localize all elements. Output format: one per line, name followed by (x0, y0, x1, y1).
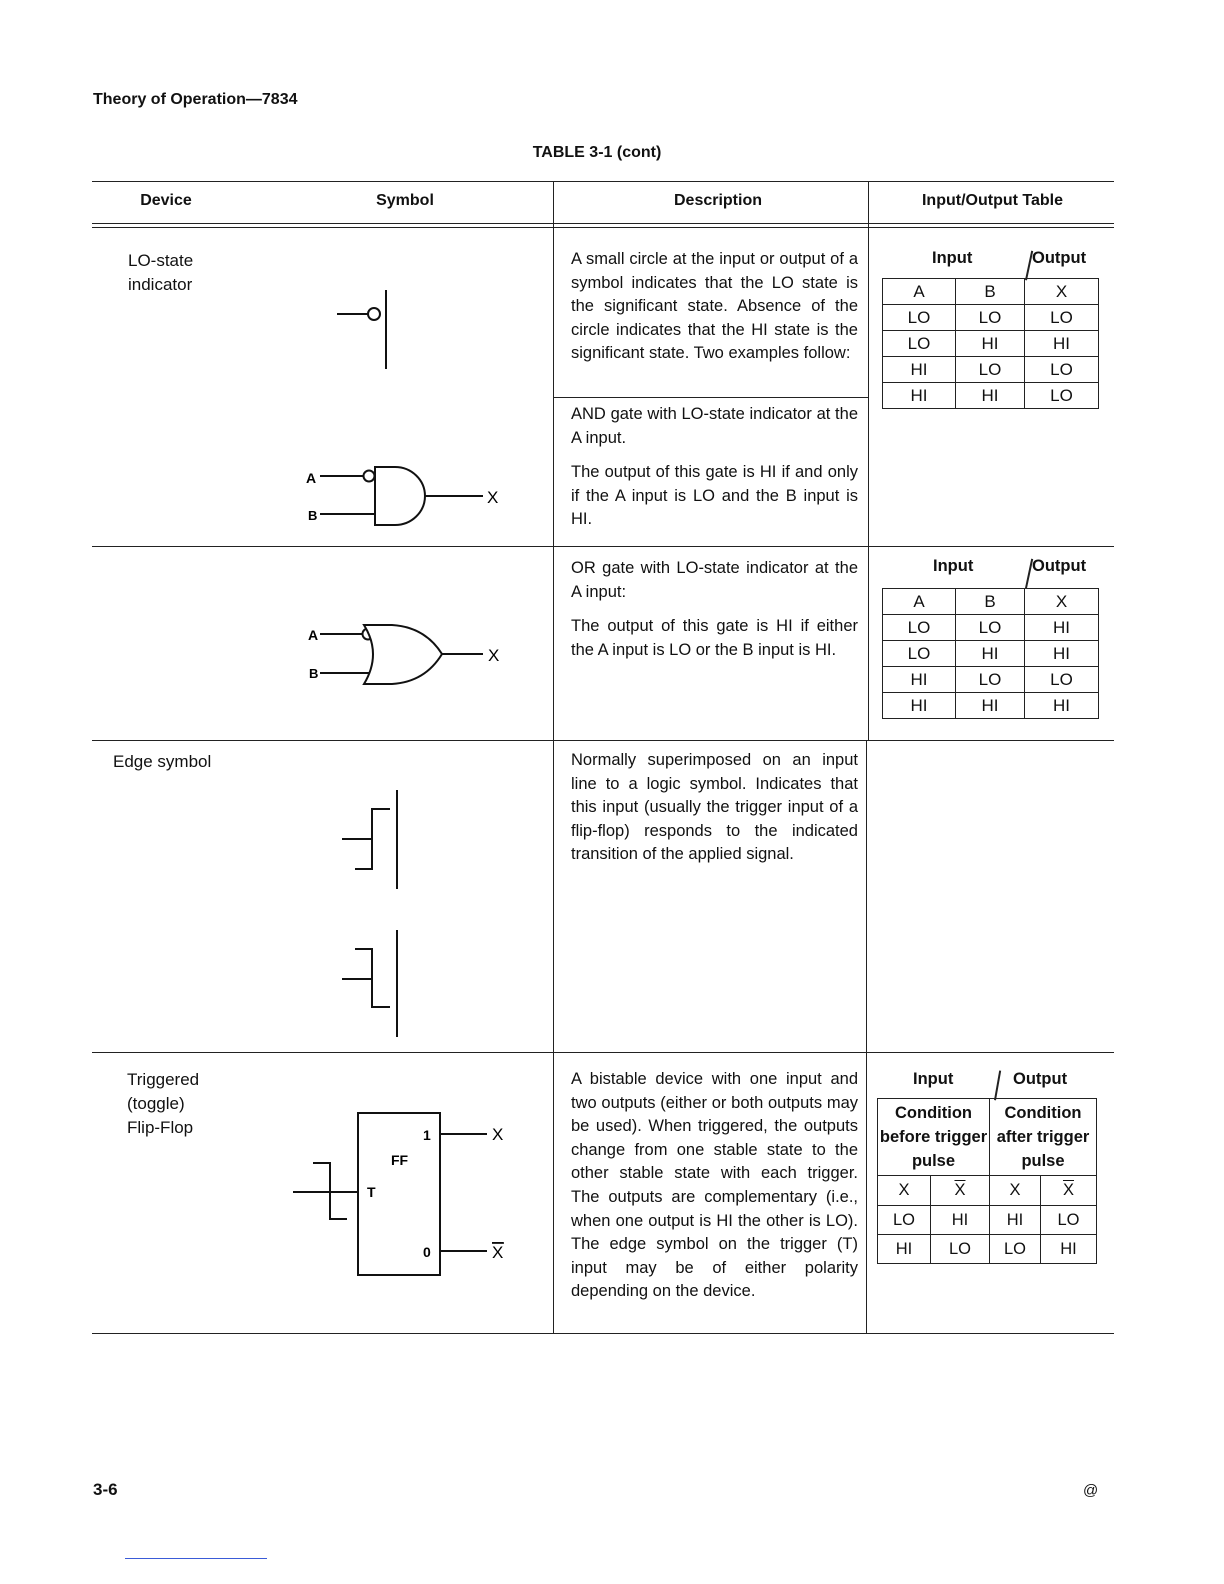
io-table-flip-flop (877, 1098, 1097, 1264)
or-gate-symbol-area (290, 600, 520, 700)
io-output-label: Output (1032, 249, 1087, 267)
description-and-gate (571, 403, 858, 532)
io-table-and (882, 278, 1099, 409)
device-line: Triggered (127, 1070, 200, 1089)
table-cell: HI (1025, 641, 1099, 667)
table-row (883, 357, 1099, 383)
table-title-text: TABLE 3-1 (cont) (532, 144, 662, 161)
table-row (883, 667, 1099, 693)
column-divider-left (553, 181, 554, 1333)
column-divider-right-a (868, 181, 869, 740)
table-cell: HI (1025, 331, 1099, 357)
table-cell: LO (883, 331, 956, 357)
description-flip-flop (571, 1068, 858, 1304)
device-line: (toggle) (127, 1094, 185, 1113)
header-rule-2 (92, 227, 1114, 228)
header-rule-1 (92, 223, 1114, 224)
table-cell: HI (1025, 615, 1099, 641)
table-cell: HI (883, 357, 956, 383)
and-gate-label-a: A (306, 470, 317, 486)
device-line: Flip-Flop (127, 1118, 194, 1137)
or-gate-label-b: B (309, 666, 319, 681)
description-paragraph: The output of this gate is HI if and only if the A input is LO and the B input is HI. (571, 463, 858, 529)
description-edge-symbol (571, 749, 858, 867)
table-row (878, 1176, 1097, 1206)
page-number: 3-6 (93, 1480, 118, 1499)
lo-state-symbols (290, 280, 520, 540)
table-cell: A (883, 589, 956, 615)
and-gate-symbol (320, 467, 483, 525)
device-line: indicator (128, 275, 193, 294)
column-header-device: Device (140, 192, 192, 209)
table-cell: B (956, 279, 1025, 305)
table-cell: LO (990, 1235, 1041, 1264)
table-cell: X (990, 1176, 1041, 1206)
table-cell: $\overline{X}$ (931, 1176, 990, 1206)
table-row (883, 641, 1099, 667)
flip-flop-symbol-area (285, 1105, 515, 1285)
rising-edge-symbol (342, 790, 397, 889)
and-gate-label-x: X (487, 488, 499, 507)
table-cell: LO (956, 615, 1025, 641)
io-table-or (882, 588, 1099, 719)
device-line: Edge symbol (113, 752, 212, 771)
table-cell: LO (1025, 357, 1099, 383)
or-gate-label-x: X (488, 646, 500, 665)
table-cell: HI (1025, 693, 1099, 719)
column-header-description: Description (673, 192, 762, 209)
or-gate-label-a: A (308, 627, 319, 643)
row-rule-3 (92, 1052, 1114, 1053)
table-cell: HI (956, 693, 1025, 719)
table-cell: X (1025, 589, 1099, 615)
flip-flop-label-1: 1 (423, 1127, 431, 1143)
table-row (878, 1099, 1097, 1176)
table-cell: LO (1041, 1206, 1097, 1235)
table-cell: HI (883, 693, 956, 719)
description-divider (553, 397, 869, 398)
table-cell: HI (956, 331, 1025, 357)
table-cell: LO (1025, 667, 1099, 693)
table-cell: LO (956, 357, 1025, 383)
table-cell: LO (1025, 383, 1099, 409)
table-cell: LO (956, 667, 1025, 693)
table-top-rule (92, 181, 1114, 182)
table-row (883, 693, 1099, 719)
falling-edge-symbol (342, 930, 397, 1037)
device-lo-state-indicator (128, 249, 193, 297)
lo-indicator-symbol (337, 290, 386, 369)
table-row (878, 1206, 1097, 1235)
table-title (0, 144, 1224, 162)
description-paragraph: AND gate with LO-state indicator at the A input. (571, 405, 858, 447)
description-lo-state (571, 248, 858, 366)
flip-flop-label-xbar: X (492, 1243, 504, 1262)
io-output-label: Output (1013, 1070, 1068, 1088)
or-gate-symbol (320, 625, 483, 684)
table-cell: X (1025, 279, 1099, 305)
table-cell: LO (878, 1206, 931, 1235)
device-line: LO-state (128, 251, 194, 270)
flip-flop-label-ff: FF (391, 1152, 409, 1168)
io-input-label: Input (913, 1070, 954, 1088)
flip-flop-label-x: X (492, 1125, 504, 1144)
description-or-gate (571, 557, 858, 662)
description-paragraph: The output of this gate is HI if either the A input is LO or the B input is HI. (571, 617, 858, 659)
table-cell: HI (883, 667, 956, 693)
table-bottom-rule (92, 1333, 1114, 1334)
page-header: Theory of Operation—7834 (93, 91, 298, 108)
io-output-label: Output (1032, 557, 1087, 575)
table-cell: A (883, 279, 956, 305)
device-flip-flop (127, 1068, 199, 1140)
flip-flop-label-t: T (367, 1184, 376, 1200)
edge-symbols (330, 785, 420, 1045)
table-cell: HI (956, 383, 1025, 409)
row-rule-2 (92, 740, 1114, 741)
table-cell: LO (883, 615, 956, 641)
description-paragraph: OR gate with LO-state indicator at the A input: (571, 559, 858, 601)
row-rule-1 (92, 546, 1114, 547)
table-cell: HI (990, 1206, 1041, 1235)
table-cell: LO (883, 305, 956, 331)
table-cell-after-trigger: Condition after trigger pulse (990, 1099, 1097, 1176)
table-row (883, 615, 1099, 641)
table-cell: B (956, 589, 1025, 615)
table-cell: LO (956, 305, 1025, 331)
footer-mark: @ (1083, 1482, 1099, 1499)
table-row (883, 305, 1099, 331)
description-paragraph: Normally superimposed on an input line to a logic symbol. Indicates that this input (usually the trigger input of a flip-flop) responds to the indicated transition of the applied signal. (571, 751, 858, 864)
table-row (883, 383, 1099, 409)
column-divider-right-b (866, 740, 867, 1333)
table-cell: HI (956, 641, 1025, 667)
table-cell: HI (1041, 1235, 1097, 1264)
description-paragraph: A small circle at the input or output of a symbol indicates that the LO state is the significant state. Absence of the circle indicates that the HI state is the significant state. Two examples follow: (571, 250, 858, 363)
flip-flop-label-0: 0 (423, 1244, 431, 1260)
column-header-io-table: Input/Output Table (921, 192, 1063, 209)
table-cell: LO (1025, 305, 1099, 331)
table-cell: HI (883, 383, 956, 409)
table-cell-before-trigger: Condition before trigger pulse (878, 1099, 990, 1176)
io-slash (994, 1070, 1001, 1100)
device-edge-symbol (113, 750, 211, 774)
table-row (883, 279, 1099, 305)
table-cell: X (878, 1176, 931, 1206)
footer-link-rule (125, 1558, 267, 1559)
io-input-label: Input (932, 249, 973, 267)
description-paragraph: A bistable device with one input and two outputs (either or both outputs may be used). When triggered, the outputs change from one stable state to the other stable state with each trigger. The outputs are complementary (i.e., when one output is HI the other is LO). The edge symbol on the trigger (T) input may be of either polarity depending on the device. (571, 1070, 858, 1301)
table-row (883, 331, 1099, 357)
io-input-label: Input (933, 557, 974, 575)
table-cell: HI (878, 1235, 931, 1264)
table-cell: LO (883, 641, 956, 667)
and-gate-label-b: B (308, 508, 318, 523)
table-cell: LO (931, 1235, 990, 1264)
flip-flop-symbol (293, 1113, 487, 1275)
column-header-symbol: Symbol (376, 192, 434, 209)
table-row (883, 589, 1099, 615)
table-row (878, 1235, 1097, 1264)
table-cell: $\overline{X}$ (1041, 1176, 1097, 1206)
table-cell: HI (931, 1206, 990, 1235)
